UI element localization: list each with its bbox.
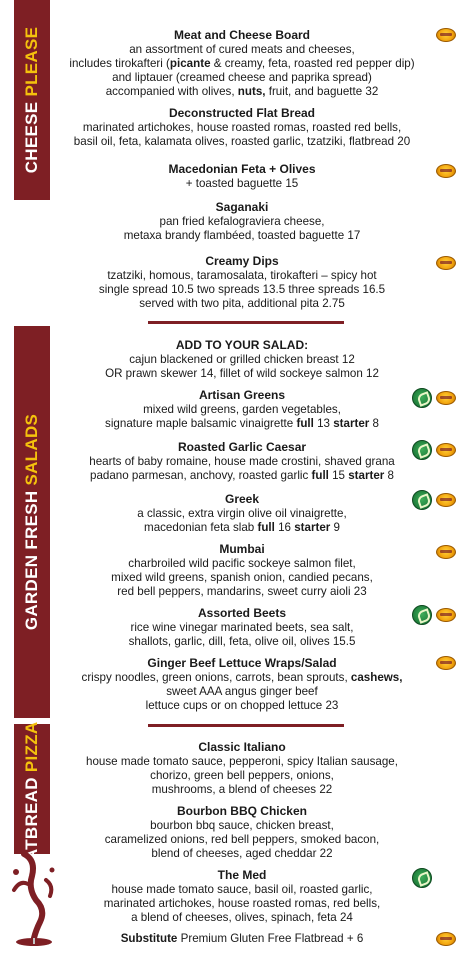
menu-item — [60, 492, 424, 535]
house-favourite-icon — [436, 656, 456, 670]
item-title: Saganaki — [215, 200, 269, 214]
item-description-line: caramelized onions, red bell peppers, smoked bacon, — [104, 833, 380, 846]
item-description-line: basil oil, feta, kalamata olives, roasted garlic, tzatziki, flatbread 20 — [73, 135, 411, 148]
item-description-line: includes tirokafteri (picante & creamy, feta, roasted red pepper dip) — [69, 57, 415, 70]
house-favourite-icon — [436, 28, 456, 42]
menu-item — [60, 440, 424, 483]
item-description-line: mixed wild greens, garden vegetables, — [143, 403, 341, 416]
item-description-line: bourbon bbq sauce, chicken breast, — [150, 819, 334, 832]
house-favourite-icon — [436, 443, 456, 457]
menu-content — [60, 0, 424, 960]
item-description-line: mushrooms, a blend of cheeses 22 — [151, 783, 333, 796]
item-description-line: pan fried kefalograviera cheese, — [159, 215, 325, 228]
gluten-free-icon — [412, 868, 432, 888]
house-favourite-icon — [436, 164, 456, 178]
item-description-line: padano parmesan, anchovy, roasted garlic full 15 starter 8 — [90, 469, 394, 482]
item-description-line: sweet AAA angus ginger beef — [166, 685, 318, 698]
item-title: The Med — [217, 868, 267, 882]
menu-item — [60, 338, 424, 381]
gluten-free-icon — [412, 490, 432, 510]
section-label: CHEESE PLEASE — [22, 26, 41, 174]
item-description-line: signature maple balsamic vinaigrette full 13 starter 8 — [105, 417, 379, 430]
item-title: ADD TO YOUR SALAD: — [175, 338, 309, 352]
gluten-free-icon — [412, 388, 432, 408]
item-description-line: OR prawn skewer 14, fillet of wild sockeye salmon 12 — [105, 367, 379, 380]
item-description-line: house made tomato sauce, basil oil, roasted garlic, — [111, 883, 373, 896]
house-favourite-icon — [436, 932, 456, 946]
item-title: Deconstructed Flat Bread — [168, 106, 316, 120]
item-description-line: an assortment of cured meats and cheeses, — [129, 43, 355, 56]
gluten-free-icon — [412, 605, 432, 625]
menu-item — [60, 740, 424, 797]
menu-item — [60, 200, 424, 243]
item-description-line: shallots, garlic, dill, feta, olive oil, olives 15.5 — [128, 635, 356, 648]
menu-item — [60, 542, 424, 599]
item-title: Classic Italiano — [198, 740, 286, 754]
section-label: FLATBREAD PIZZA — [22, 721, 41, 883]
item-description-line: cajun blackened or grilled chicken breast 12 — [129, 353, 355, 366]
item-title: Greek — [224, 492, 260, 506]
item-description-line: chorizo, green bell peppers, onions, — [150, 769, 334, 782]
item-description-line: a classic, extra virgin olive oil vinaigrette, — [137, 507, 347, 520]
menu-item — [60, 868, 424, 925]
house-favourite-icon — [436, 256, 456, 270]
item-description-line: marinated artichokes, house roasted romas, red bells, — [103, 897, 381, 910]
item-description-line: rice wine vinegar marinated beets, sea salt, — [130, 621, 354, 634]
item-title: Macedonian Feta + Olives — [168, 162, 316, 176]
item-description-line: and liptauer (creamed cheese and paprika spread) — [112, 71, 372, 84]
item-title: Artisan Greens — [198, 388, 286, 402]
house-favourite-icon — [436, 391, 456, 405]
item-description-line: red bell peppers, mandarins, sweet curry aioli 23 — [117, 585, 367, 598]
item-description-line: charbroiled wild pacific sockeye salmon filet, — [128, 557, 356, 570]
section-band-pizza — [14, 721, 50, 883]
item-title: Mumbai — [219, 542, 265, 556]
item-description-line: blend of cheeses, aged cheddar 22 — [151, 847, 333, 860]
menu-item — [60, 106, 424, 149]
menu-item — [60, 254, 424, 311]
item-description-line: metaxa brandy flambéed, toasted baguette 17 — [123, 229, 361, 242]
item-description-line: hearts of baby romaine, house made crostini, shaved grana — [89, 455, 395, 468]
section-band-salads — [14, 326, 50, 718]
item-description-line: house made tomato sauce, pepperoni, spicy Italian sausage, — [86, 755, 398, 768]
item-title: Assorted Beets — [197, 606, 287, 620]
menu-item — [60, 28, 424, 99]
menu-item — [60, 606, 424, 649]
menu-item — [60, 388, 424, 431]
menu-item — [60, 656, 424, 713]
item-title: Roasted Garlic Caesar — [177, 440, 307, 454]
item-description-line: lettuce cups or on chopped lettuce 23 — [145, 699, 339, 712]
section-divider — [148, 724, 344, 727]
item-description-line: a blend of cheeses, olives, spinach, feta 24 — [131, 911, 353, 924]
item-description-line: single spread 10.5 two spreads 13.5 three spreads 16.5 — [98, 283, 386, 296]
section-divider — [148, 321, 344, 324]
footer-note: Substitute Premium Gluten Free Flatbread + 6 — [120, 932, 364, 945]
house-favourite-icon — [436, 608, 456, 622]
item-description-line: crispy noodles, green onions, carrots, bean sprouts, cashews, — [81, 671, 403, 684]
section-label: GARDEN FRESH SALADS — [22, 413, 41, 631]
item-description-line: tzatziki, homous, taramosalata, tirokafteri – spicy hot — [107, 269, 377, 282]
item-title: Bourbon BBQ Chicken — [176, 804, 307, 818]
item-title: Ginger Beef Lettuce Wraps/Salad — [147, 656, 337, 670]
gluten-free-icon — [412, 440, 432, 460]
item-description-line: + toasted baguette 15 — [185, 177, 299, 190]
section-band-cheese — [14, 0, 50, 200]
item-description-line: macedonian feta slab full 16 starter 9 — [144, 521, 340, 534]
item-description-line: marinated artichokes, house roasted romas, roasted red bells, — [82, 121, 402, 134]
house-favourite-icon — [436, 545, 456, 559]
item-description-line: accompanied with olives, nuts, fruit, and baguette 32 — [105, 85, 379, 98]
menu-item — [60, 804, 424, 861]
wine-glass-splash-icon — [6, 850, 62, 950]
item-title: Meat and Cheese Board — [173, 28, 311, 42]
item-description-line: mixed wild greens, spanish onion, candied pecans, — [111, 571, 373, 584]
menu-item — [60, 162, 424, 191]
item-title: Creamy Dips — [205, 254, 279, 268]
item-description-line: served with two pita, additional pita 2.75 — [139, 297, 345, 310]
house-favourite-icon — [436, 493, 456, 507]
